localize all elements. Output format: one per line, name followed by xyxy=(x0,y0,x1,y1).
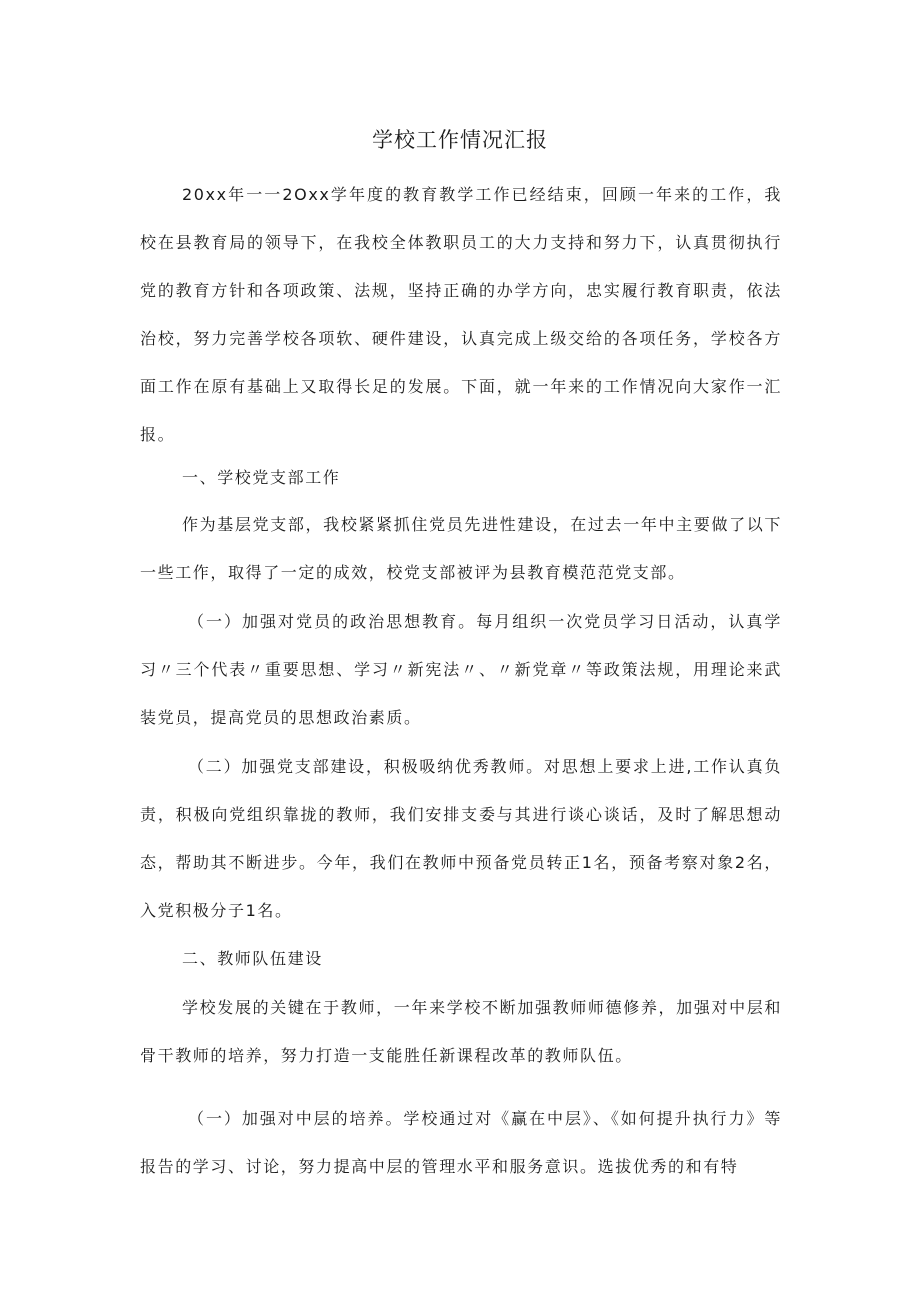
section1-item2: （二）加强党支部建设，积极吸纳优秀教师。对思想上要求上进,工作认真负责，积极向党组织靠拢的教师，我们安排支委与其进行谈心谈话，及时了解思想动态，帮助其不断进步。今年，我们在教师中预备党员转正1名，预备考察对象2名，入党积极分子1名。 xyxy=(140,757,782,920)
section1-item1: （一）加强对党员的政治思想教育。每月组织一次党员学习日活动，认真学习〃三个代表〃重要思想、学习〃新宪法〃、〃新党章〃等政策法规，用理论来武装党员，提高党员的思想政治素质。 xyxy=(140,612,782,727)
section2-item1: （一）加强对中层的培养。学校通过对《赢在中层》、《如何提升执行力》等报告的学习、讨论，努力提高中层的管理水平和服务意识。选拔优秀的和有特 xyxy=(140,1109,782,1176)
section1-heading: 一、学校党支部工作 xyxy=(182,468,341,487)
section2-paragraph: 学校发展的关键在于教师，一年来学校不断加强教师师德修养，加强对中层和骨干教师的培养，努力打造一支能胜任新课程改革的教师队伍。 xyxy=(140,998,782,1065)
section1-paragraph: 作为基层党支部，我校紧紧抓住党员先进性建设，在过去一年中主要做了以下一些工作，取得了一定的成效，校党支部被评为县教育模范范党支部。 xyxy=(140,515,782,582)
intro-paragraph: 20xx年一一2Oxx学年度的教育教学工作已经结束，回顾一年来的工作，我校在县教育局的领导下，在我校全体教职员工的大力支持和努力下，认真贯彻执行党的教育方针和各项政策、法规，坚持正确的办学方向，忠实履行教育职责，依法治校，努力完善学校各项软、硬件建设，认真完成上级交给的各项任务，学校各方面工作在原有基础上又取得长足的发展。下面，就一年来的工作情况向大家作一汇报。 xyxy=(140,185,782,444)
section2-heading: 二、教师队伍建设 xyxy=(182,949,323,968)
document-title: 学校工作情况汇报 xyxy=(372,128,548,152)
